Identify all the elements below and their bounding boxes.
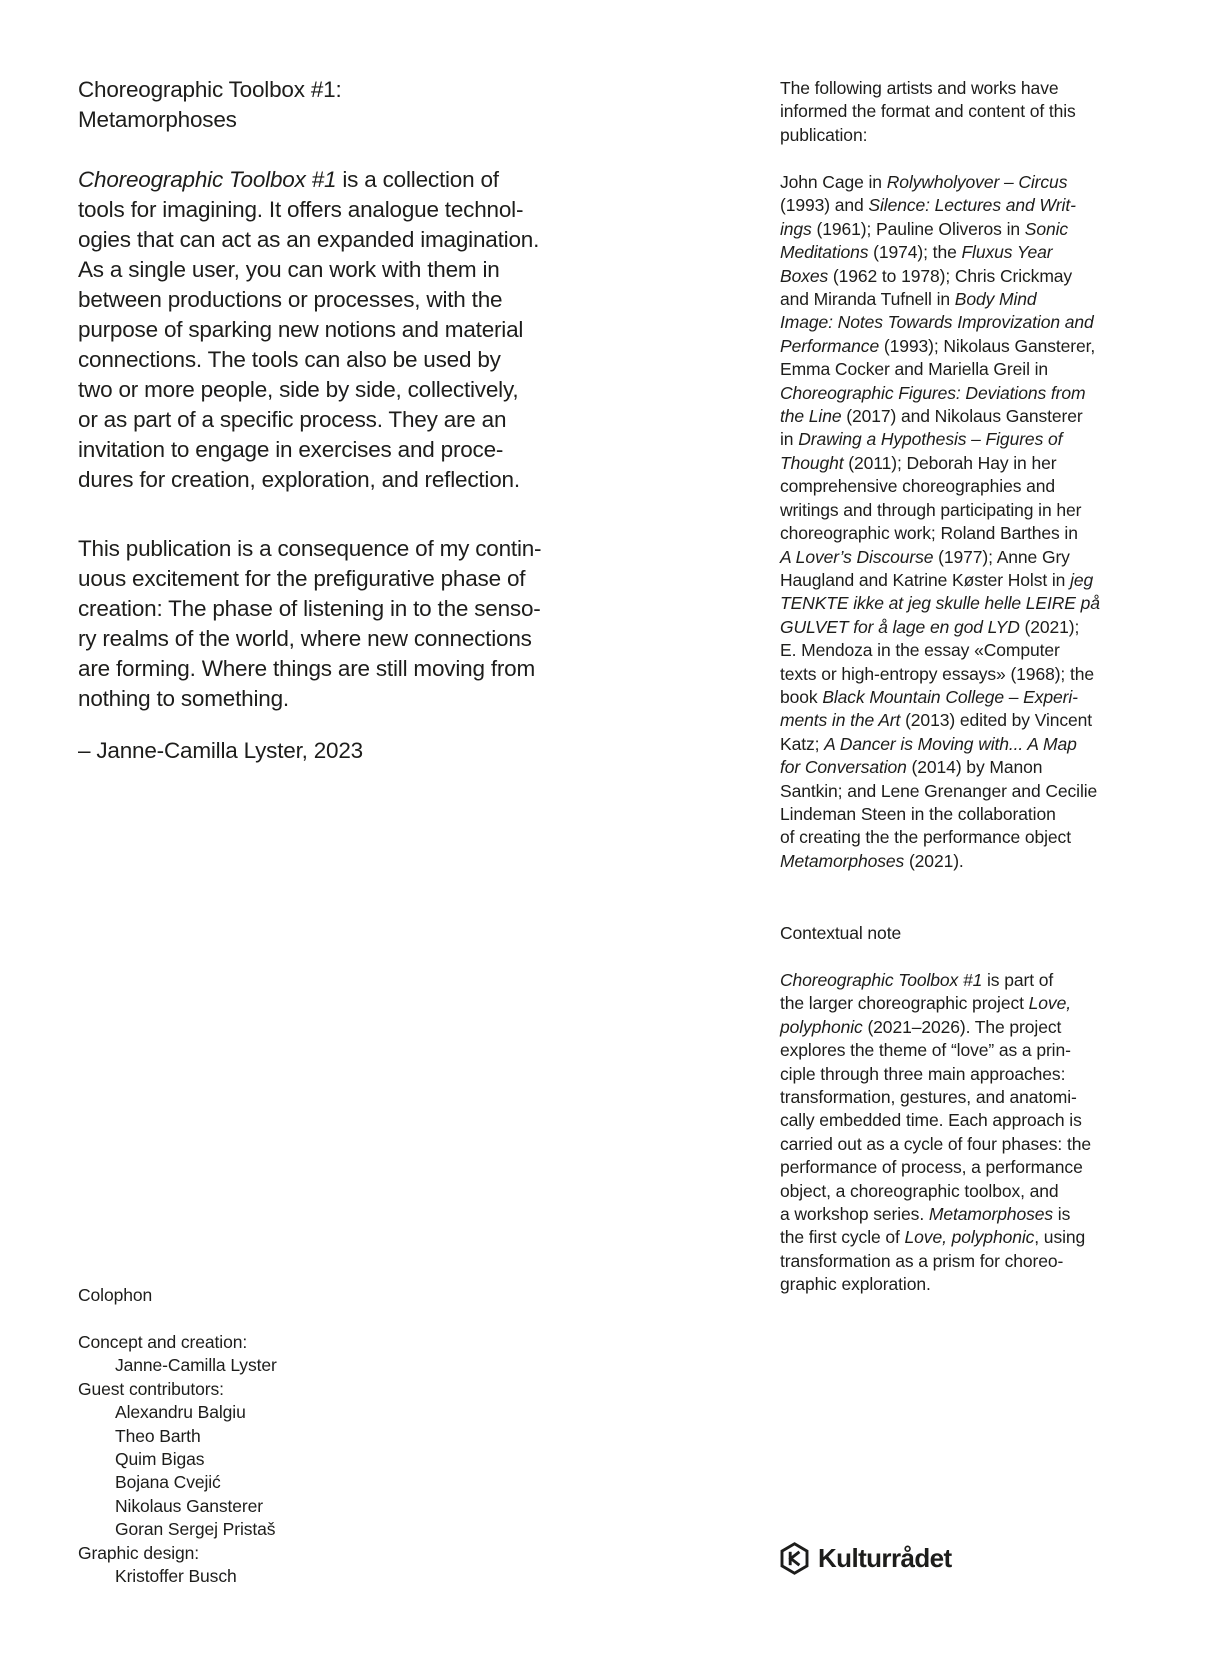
text-line: publication:	[780, 124, 868, 145]
text-line: Choreographic Figures: Deviations from	[780, 382, 1086, 403]
kulturradet-hexagon-k-icon	[780, 1542, 809, 1575]
text-line: book Black Mountain College – Experi-	[780, 686, 1078, 707]
text-line: in Drawing a Hypothesis – Figures of	[780, 429, 1063, 450]
text-line: Santkin; and Lene Grenanger and Cecilie	[780, 780, 1098, 801]
colophon-entry: Theo Barth	[115, 1425, 201, 1446]
text-line: As a single user, you can work with them in	[78, 257, 500, 282]
colophon-entry: Graphic design:	[78, 1542, 200, 1563]
text-line: graphic exploration.	[780, 1274, 931, 1295]
kulturradet-logo	[780, 1542, 952, 1575]
text-line: Choreographic Toolbox #1:	[78, 77, 342, 102]
text-line: invitation to engage in exercises and proce-	[78, 437, 504, 462]
colophon-entry: Bojana Cvejić	[115, 1472, 221, 1493]
colophon-heading: Colophon	[78, 1285, 153, 1305]
text-line: John Cage in Rolywholyover – Circus	[780, 172, 1068, 192]
text-line: connections. The tools can also be used by	[78, 347, 501, 372]
text-line: choreographic work; Roland Barthes in	[780, 523, 1078, 544]
text-line: or as part of a specific process. They are an	[78, 407, 507, 432]
text-line: Choreographic Toolbox #1 is a collection of	[78, 167, 499, 192]
text-line: Emma Cocker and Mariella Greil in	[780, 359, 1049, 380]
text-line: cally embedded time. Each approach is	[780, 1110, 1082, 1131]
text-line: Boxes (1962 to 1978); Chris Crickmay	[780, 265, 1073, 286]
text-line: E. Mendoza in the essay «Computer	[780, 640, 1060, 661]
text-line: This publication is a consequence of my contin-	[78, 536, 542, 561]
text-line: polyphonic (2021–2026). The project	[780, 1016, 1062, 1037]
text-line: TENKTE ikke at jeg skulle helle LEIRE på	[780, 593, 1100, 614]
text-line: dures for creation, exploration, and reflection.	[78, 467, 520, 492]
text-line: of creating the the performance object	[780, 827, 1071, 848]
influences-list	[780, 171, 1100, 873]
text-line: tools for imagining. It offers analogue technol-	[78, 197, 524, 222]
intro-paragraph-1	[78, 165, 539, 495]
text-line: Metamorphoses	[78, 107, 237, 132]
text-line: carried out as a cycle of four phases: the	[780, 1133, 1091, 1154]
text-line: GULVET for å lage en god LYD (2021);	[780, 616, 1080, 637]
text-line: explores the theme of “love” as a prin-	[780, 1040, 1071, 1061]
text-line: the Line (2017) and Nikolaus Gansterer	[780, 406, 1083, 427]
text-line: Metamorphoses (2021).	[780, 850, 964, 871]
colophon-entry: Goran Sergej Pristaš	[115, 1519, 276, 1540]
text-line: Performance (1993); Nikolaus Gansterer,	[780, 335, 1096, 356]
text-line: ogies that can act as an expanded imagination.	[78, 227, 540, 252]
text-line: Katz; A Dancer is Moving with... A Map	[780, 733, 1077, 754]
text-line: are forming. Where things are still moving from	[78, 656, 536, 681]
text-line: the larger choreographic project Love,	[780, 993, 1071, 1014]
text-line: performance of process, a performance	[780, 1157, 1083, 1178]
text-line: ings (1961); Pauline Oliveros in Sonic	[780, 218, 1069, 239]
text-line: ciple through three main approaches:	[780, 1063, 1066, 1084]
colophon-entry: Guest contributors:	[78, 1378, 224, 1399]
intro-paragraph-2	[78, 534, 541, 714]
text-line: informed the format and content of this	[780, 101, 1076, 122]
text-line: ments in the Art (2013) edited by Vincent	[780, 710, 1093, 731]
kulturradet-logo-text: Kulturrådet	[818, 1543, 952, 1573]
text-line: object, a choreographic toolbox, and	[780, 1180, 1059, 1201]
contextual-note-heading: Contextual note	[780, 923, 902, 943]
text-line: Thought (2011); Deborah Hay in her	[780, 452, 1057, 473]
text-line: between productions or processes, with the	[78, 287, 503, 312]
text-line: The following artists and works have	[780, 78, 1059, 98]
text-line: writings and through participating in her	[780, 499, 1082, 520]
colophon-entry: Kristoffer Busch	[115, 1566, 237, 1587]
text-line: a workshop series. Metamorphoses is	[780, 1204, 1071, 1225]
text-line: the first cycle of Love, polyphonic, using	[780, 1227, 1086, 1248]
text-line: and Miranda Tufnell in Body Mind	[780, 289, 1037, 310]
text-line: for Conversation (2014) by Manon	[780, 757, 1043, 778]
text-line: (1993) and Silence: Lectures and Writ-	[780, 195, 1076, 216]
text-line: two or more people, side by side, collectively,	[78, 377, 519, 402]
text-line: A Lover’s Discourse (1977); Anne Gry	[780, 546, 1070, 567]
influences-intro	[780, 77, 1076, 147]
text-line: Choreographic Toolbox #1 is part of	[780, 970, 1054, 990]
colophon-entry: Janne-Camilla Lyster	[115, 1355, 277, 1376]
text-line: Lindeman Steen in the collaboration	[780, 803, 1056, 824]
text-line: Meditations (1974); the Fluxus Year	[780, 242, 1053, 263]
text-line: purpose of sparking new notions and material	[78, 317, 524, 342]
text-line: texts or high-entropy essays» (1968); the	[780, 663, 1094, 684]
text-line: Haugland and Katrine Køster Holst in jeg	[780, 569, 1094, 590]
text-line: ry realms of the world, where new connections	[78, 626, 532, 651]
author-attribution: – Janne-Camilla Lyster, 2023	[78, 738, 363, 763]
text-line: transformation as a prism for choreo-	[780, 1250, 1064, 1271]
publication-title	[78, 75, 342, 135]
text-line: nothing to something.	[78, 686, 289, 711]
colophon-entry: Alexandru Balgiu	[115, 1402, 246, 1423]
colophon-entry: Quim Bigas	[115, 1449, 205, 1470]
colophon-credits	[78, 1331, 277, 1588]
text-line: Image: Notes Towards Improvization and	[780, 312, 1094, 333]
text-line: uous excitement for the prefigurative phase of	[78, 566, 526, 591]
colophon-entry: Nikolaus Gansterer	[115, 1495, 263, 1516]
colophon-entry: Concept and creation:	[78, 1332, 248, 1352]
text-line: comprehensive choreographies and	[780, 476, 1056, 497]
text-line: transformation, gestures, and anatomi-	[780, 1087, 1077, 1108]
contextual-note-paragraph	[780, 969, 1091, 1297]
text-line: creation: The phase of listening in to the senso-	[78, 596, 541, 621]
